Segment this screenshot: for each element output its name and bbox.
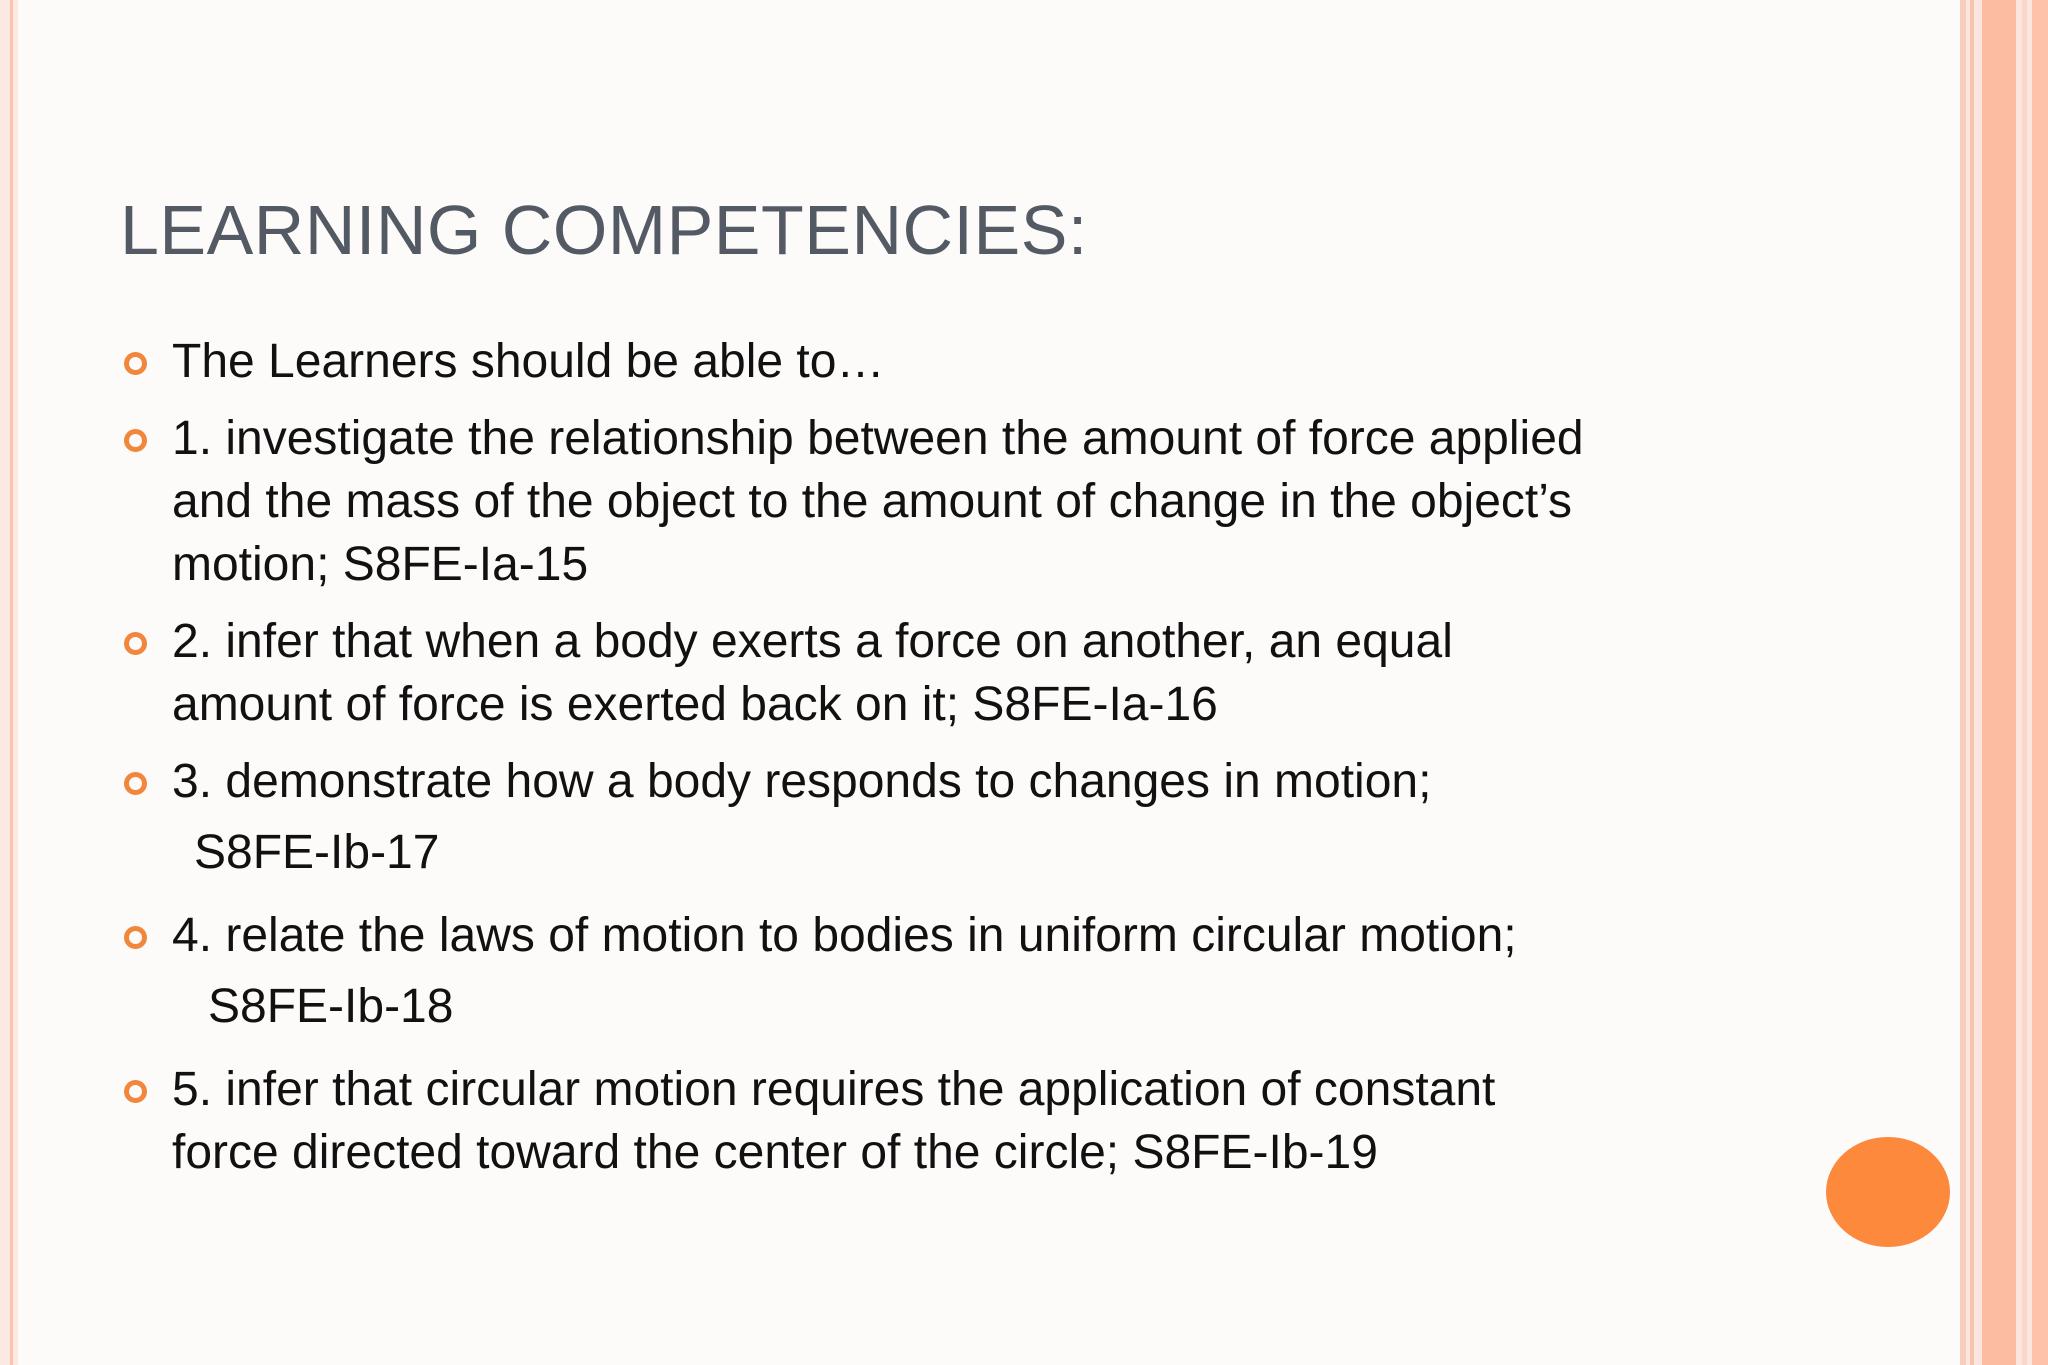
ring-bullet-icon [124, 429, 147, 452]
list-item [120, 750, 1800, 890]
stripe [2032, 0, 2048, 1365]
item-text: 3. demonstrate how a body responds to changes in motion; [172, 755, 1432, 808]
stripe [2022, 0, 2027, 1365]
left-border-decoration [0, 0, 18, 1365]
list-item [120, 330, 1800, 393]
item-text: force directed toward the center of the circle; S8FE-Ib-19 [172, 1126, 1378, 1179]
orange-circle-decoration [1826, 1137, 1950, 1247]
list-item [120, 610, 1800, 736]
item-text: motion; S8FE-Ia-15 [172, 538, 589, 591]
list-item [120, 1058, 1800, 1184]
stripe [1960, 0, 1966, 1365]
ring-bullet-icon [124, 352, 147, 375]
item-text: 2. infer that when a body exerts a force on another, an equal [172, 615, 1453, 668]
item-text: and the mass of the object to the amount of change in the object’s [172, 475, 1573, 528]
item-text: 1. investigate the relationship between the amount of force applied [172, 412, 1584, 465]
competency-code: S8FE-Ib-17 [194, 826, 440, 879]
right-stripe-decoration [1960, 0, 2048, 1365]
competency-list [120, 330, 1800, 1198]
ring-bullet-icon [124, 772, 147, 795]
item-text: 4. relate the laws of motion to bodies in uniform circular motion; [172, 909, 1517, 962]
ring-bullet-icon [124, 632, 147, 655]
item-text: 5. infer that circular motion requires the application of constant [172, 1063, 1496, 1116]
item-text: The Learners should be able to… [172, 335, 885, 388]
item-text: amount of force is exerted back on it; S8FE-Ia-16 [172, 678, 1218, 731]
ring-bullet-icon [124, 1080, 147, 1103]
competency-code: S8FE-Ib-18 [208, 980, 454, 1033]
ring-bullet-icon [124, 926, 147, 949]
list-item [120, 407, 1800, 596]
stripe [1982, 0, 2016, 1365]
slide-title: LEARNING COMPETENCIES: [120, 191, 1088, 269]
stripe [1970, 0, 1974, 1365]
list-item [120, 904, 1800, 1044]
